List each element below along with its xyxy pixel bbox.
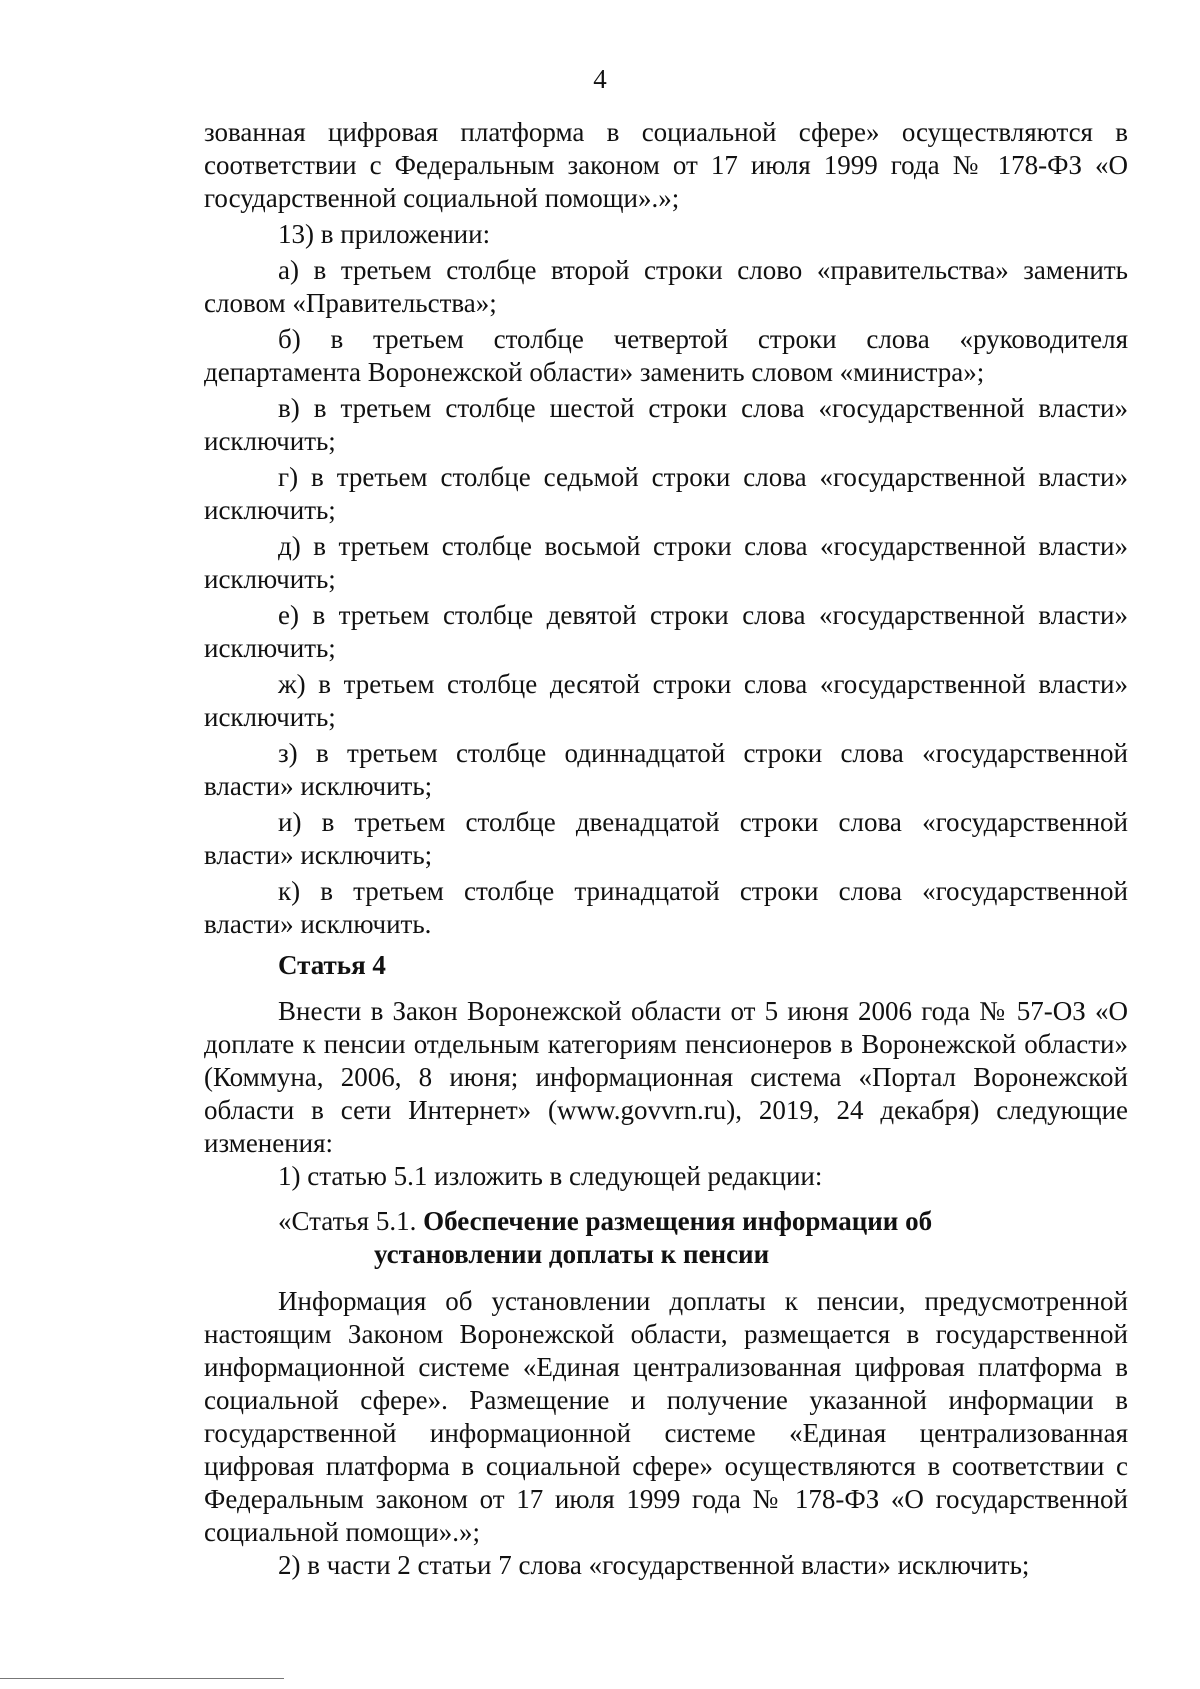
article-4-heading: Статья 4 — [278, 950, 386, 980]
item-13: 13) в приложении: — [278, 219, 491, 249]
list-item-a: а) в третьем столбце второй строки слово «правительства» заменить словом «Правительства»; — [204, 255, 1128, 318]
list-item-d: д) в третьем столбце восьмой строки слова «государственной власти» исключить; — [204, 531, 1128, 594]
list-item-z: з) в третьем столбце одиннадцатой строки слова «государственной власти» исключить; — [204, 738, 1128, 801]
document-body — [204, 116, 1128, 1582]
list-item-b: б) в третьем столбце четвертой строки слова «руководителя департамента Воронежской области» заменить словом «министра»; — [204, 324, 1128, 387]
list-item-zh: ж) в третьем столбце десятой строки слова «государственной власти» исключить; — [204, 669, 1128, 732]
list-item-v: в) в третьем столбце шестой строки слова «государственной власти» исключить; — [204, 393, 1128, 456]
new-article-prefix: «Статья 5.1. — [278, 1206, 417, 1236]
list-item-e: е) в третьем столбце девятой строки слова «государственной власти» исключить; — [204, 600, 1128, 663]
list-item-g: г) в третьем столбце седьмой строки слова «государственной власти» исключить; — [204, 462, 1128, 525]
list-item-i: и) в третьем столбце двенадцатой строки слова «государственной власти» исключить; — [204, 807, 1128, 870]
new-article-title — [204, 1205, 1128, 1271]
list-item-k: к) в третьем столбце тринадцатой строки слова «государственной власти» исключить. — [204, 876, 1128, 939]
footer-rule — [0, 1678, 284, 1679]
change-1: 1) статью 5.1 изложить в следующей редакции: — [278, 1161, 823, 1191]
new-article-title-line1 — [204, 1205, 1128, 1238]
new-article-title-part1: Обеспечение размещения информации об — [423, 1206, 933, 1236]
new-article-title-line2: установлении доплаты к пенсии — [374, 1239, 770, 1269]
page-number: 4 — [593, 64, 607, 94]
paragraph-intro: зованная цифровая платформа в социальной сфере» осуществляются в соответствии с Федеральным законом от 17 июля 1999 года № 178-ФЗ «О государственной социальной помощи».»; — [204, 117, 1128, 213]
change-2: 2) в части 2 статьи 7 слова «государственной власти» исключить; — [278, 1550, 1030, 1580]
new-article-text: Информация об установлении доплаты к пенсии, предусмотренной настоящим Законом Воронежской области, размещается в государственной информационной системе «Единая централизованная цифровая платформа в социальной сфере». Размещение и получение указанной информации в государственной информационной системе «Единая централизованная цифровая платформа в социальной сфере» осуществляются в соответствии с Федеральным законом от 17 июля 1999 года № 178-ФЗ «О государственной социальной помощи».»; — [204, 1286, 1128, 1547]
article-4-intro: Внести в Закон Воронежской области от 5 июня 2006 года № 57-ОЗ «О доплате к пенсии отдельным категориям пенсионеров в Воронежской области» (Коммуна, 2006, 8 июня; информационная система «Портал Воронежской области в сети Интернет» (www.govvrn.ru), 2019, 24 декабря) следующие изменения: — [204, 996, 1128, 1158]
